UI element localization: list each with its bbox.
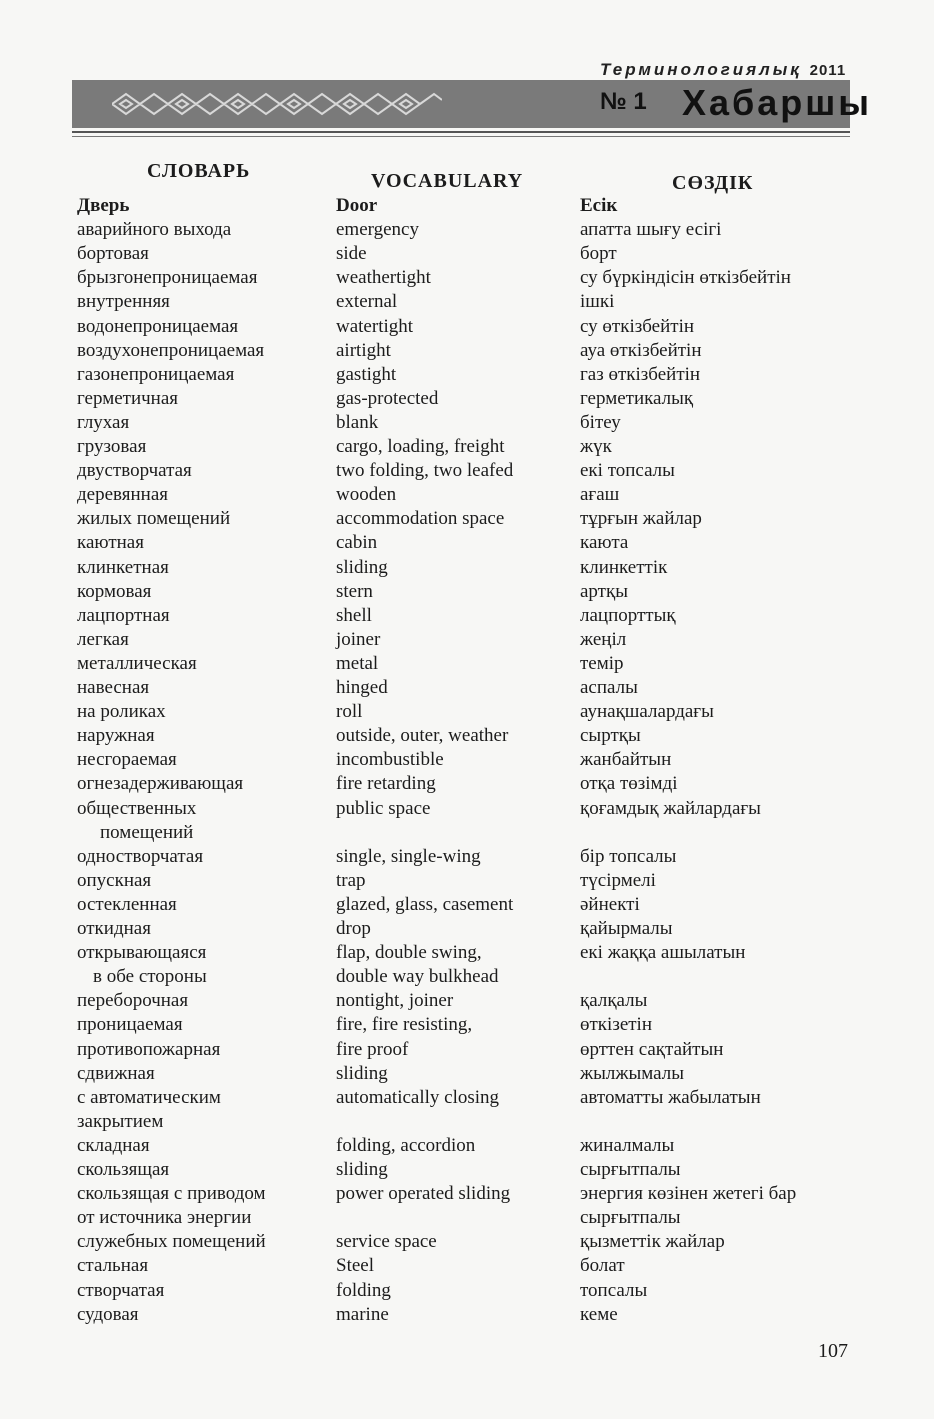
term-en: public space [336,797,431,819]
term-en: accommodation space [336,508,505,530]
term-kz: екі жаққа ашылатын [580,942,746,964]
term-kz: аспалы [580,677,638,698]
term-en: outside, outer, weather [336,725,509,747]
term-kz: бітеу [580,411,621,433]
term-en: side [336,243,367,265]
term-ru: противопожарная [77,1038,221,1060]
term-en: trap [336,869,366,891]
term-kz: автоматты жабылатын [580,1086,761,1108]
table-row [0,1013,934,1037]
term-ru: Дверь [77,195,130,216]
header-banner [72,80,873,128]
table-row [0,772,934,796]
term-en: drop [336,918,371,939]
term-ru: лацпортная [77,604,170,626]
term-ru: закрытием [77,1110,164,1132]
term-kz: газ өткізбейтін [580,363,701,385]
table-row [0,604,934,628]
term-en: Door [336,195,378,216]
term-kz: өткізетін [580,1014,653,1036]
term-ru: служебных помещений [77,1231,266,1253]
term-en: power operated sliding [336,1183,511,1205]
table-row [0,315,934,339]
term-en: automatically closing [336,1086,500,1108]
term-ru: несгораемая [77,749,177,771]
table-row [0,821,934,845]
term-kz: қоғамдық жайлардағы [580,797,761,819]
ornament-icon [112,90,442,118]
term-kz: қалқалы [580,990,648,1012]
term-en: fire, fire resisting, [336,1014,473,1036]
table-row [0,218,934,242]
term-kz: каюта [580,532,629,554]
term-en: gas-protected [336,387,439,409]
term-ru: створчатая [77,1279,165,1301]
term-ru: металлическая [77,652,197,674]
term-en: nontight, joiner [336,990,454,1012]
term-en: glazed, glass, casement [336,893,514,915]
term-en: metal [336,652,379,674]
term-kz: қызметтік жайлар [580,1231,725,1253]
table-row [0,1182,934,1206]
term-kz: борт [580,243,617,265]
term-ru: остекленная [77,893,177,915]
term-ru: наружная [77,725,155,747]
table-row [0,1279,934,1303]
term-en: sliding [336,556,388,578]
term-ru: стальная [77,1255,149,1277]
term-ru: судовая [77,1303,139,1325]
term-ru: откидная [77,918,151,939]
term-kz: энергия көзінен жетегі бар [580,1183,797,1205]
journal-title: Терминологиялық [600,60,802,79]
journal-name [600,60,846,80]
table-row [0,748,934,772]
term-ru: клинкетная [77,556,169,578]
term-en: joiner [336,628,381,650]
table-row [0,700,934,724]
term-kz: бір топсалы [580,845,677,867]
term-en: service space [336,1231,437,1253]
term-kz: Есік [580,195,618,216]
term-kz: кеме [580,1303,618,1325]
table-row [0,531,934,555]
term-en: blank [336,411,379,433]
term-kz: су бүркіндісін өткізбейтін [580,267,791,289]
journal-banner-title: Хабаршы [682,82,873,123]
term-kz: жиналмалы [580,1134,675,1156]
term-kz: түсірмелі [580,869,656,891]
term-en: double way bulkhead [336,966,499,988]
table-row [0,290,934,314]
term-kz: апатта шығу есігі [580,219,722,241]
term-kz: жүк [580,436,612,457]
term-en: roll [336,701,363,723]
term-ru: навесная [77,677,150,698]
term-ru: грузовая [77,436,147,457]
term-en: external [336,291,398,313]
table-row [0,652,934,676]
term-ru: от источника энергии [77,1207,252,1229]
table-row [0,1206,934,1230]
term-en: folding, accordion [336,1134,476,1156]
term-en: sliding [336,1159,388,1180]
table-row [0,580,934,604]
term-kz: ауа өткізбейтін [580,339,702,361]
header-rule-thin [72,136,850,137]
heading-english: VOCABULARY [371,170,524,192]
table-row [0,676,934,700]
term-kz: ішкі [580,291,615,313]
table-row [0,1038,934,1062]
term-kz: клинкеттік [580,556,668,578]
table-row [0,1110,934,1134]
term-en: incombustible [336,749,444,771]
table-row [0,893,934,917]
term-ru: жилых помещений [77,508,231,530]
table-row [0,266,934,290]
table-row [0,628,934,652]
term-ru: кормовая [77,580,152,602]
term-ru: помещений [100,821,194,843]
term-ru: воздухонепроницаемая [77,339,265,361]
term-kz: лацпорттық [580,604,676,626]
term-en: folding [336,1279,391,1301]
term-en: marine [336,1303,389,1325]
term-ru: огнезадерживающая [77,773,244,795]
term-kz: жылжымалы [580,1062,685,1084]
term-ru: каютная [77,532,144,554]
term-ru: скользящая [77,1159,170,1180]
table-row [0,363,934,387]
table-row [0,1158,934,1182]
term-en: wooden [336,484,397,506]
term-ru: скользящая с приводом [77,1183,266,1205]
term-ru: с автоматическим [77,1086,221,1108]
term-en: hinged [336,677,388,698]
table-row [0,507,934,531]
term-kz: отқа төзімді [580,773,678,795]
term-en: shell [336,604,372,626]
page-number: 107 [818,1340,848,1362]
term-ru: газонепроницаемая [77,363,235,385]
term-ru: общественных [77,797,197,819]
term-kz: сырғытпалы [580,1207,681,1229]
term-en: two folding, two leafed [336,460,514,482]
term-en: cargo, loading, freight [336,436,505,457]
term-en: cabin [336,532,378,554]
term-ru: деревянная [77,484,169,506]
term-ru: одностворчатая [77,845,204,867]
journal-year: 2011 [809,62,847,79]
issue-number: № 1 [600,88,647,115]
table-row [0,411,934,435]
term-en: sliding [336,1062,388,1084]
table-row [0,917,934,941]
term-ru: двустворчатая [77,460,192,482]
table-row [0,339,934,363]
term-en: fire proof [336,1038,409,1060]
term-ru: герметичная [77,387,179,409]
term-ru: опускная [77,869,152,891]
term-kz: өрттен сақтайтын [580,1038,724,1060]
table-row [0,194,934,218]
term-kz: екі топсалы [580,460,675,482]
table-row [0,845,934,869]
term-kz: әйнекті [580,893,640,915]
table-row [0,1303,934,1327]
term-ru: водонепроницаемая [77,315,239,337]
term-ru: складная [77,1134,150,1156]
term-kz: топсалы [580,1279,648,1301]
term-ru: проницаемая [77,1014,183,1036]
table-row [0,965,934,989]
table-row [0,724,934,748]
term-kz: артқы [580,580,628,602]
table-row [0,387,934,411]
table-row [0,797,934,821]
term-en: airtight [336,339,391,361]
term-en: fire retarding [336,773,436,795]
term-ru: открывающаяся [77,942,207,964]
table-row [0,435,934,459]
table-row [0,483,934,507]
table-row [0,941,934,965]
table-row [0,989,934,1013]
term-en: flap, double swing, [336,942,482,964]
term-ru: аварийного выхода [77,219,232,241]
term-en: gastight [336,363,397,385]
term-ru: на роликах [77,701,166,723]
term-kz: тұрғын жайлар [580,508,702,530]
term-kz: қайырмалы [580,918,673,939]
table-row [0,1134,934,1158]
term-ru: в обе стороны [93,966,207,988]
term-ru: бортовая [77,243,149,265]
term-kz: темір [580,652,624,674]
term-ru: сдвижная [77,1062,155,1084]
term-en: Steel [336,1255,374,1277]
term-kz: аунақшалардағы [580,701,714,723]
term-ru: брызгонепроницаемая [77,267,258,289]
term-kz: герметикалық [580,387,694,409]
table-row [0,459,934,483]
heading-russian: СЛОВАРЬ [147,160,251,182]
table-row [0,1254,934,1278]
term-kz: сыртқы [580,725,641,747]
term-kz: сырғытпалы [580,1159,681,1180]
table-row [0,1086,934,1110]
term-kz: жанбайтын [580,749,672,771]
term-kz: су өткізбейтін [580,315,695,337]
heading-kazakh: СӨЗДІК [672,172,754,194]
term-ru: внутренняя [77,291,170,313]
table-row [0,556,934,580]
header-rule [72,131,850,133]
term-en: single, single-wing [336,845,481,867]
term-kz: болат [580,1255,625,1277]
table-row [0,1062,934,1086]
term-ru: глухая [77,411,130,433]
table-row [0,869,934,893]
table-row [0,242,934,266]
term-kz: ағаш [580,484,620,506]
term-kz: жеңіл [580,628,627,650]
term-ru: легкая [77,628,129,650]
term-en: emergency [336,219,419,241]
term-en: stern [336,580,373,602]
term-ru: переборочная [77,990,189,1012]
term-en: watertight [336,315,414,337]
table-row [0,1230,934,1254]
term-en: weathertight [336,267,431,289]
